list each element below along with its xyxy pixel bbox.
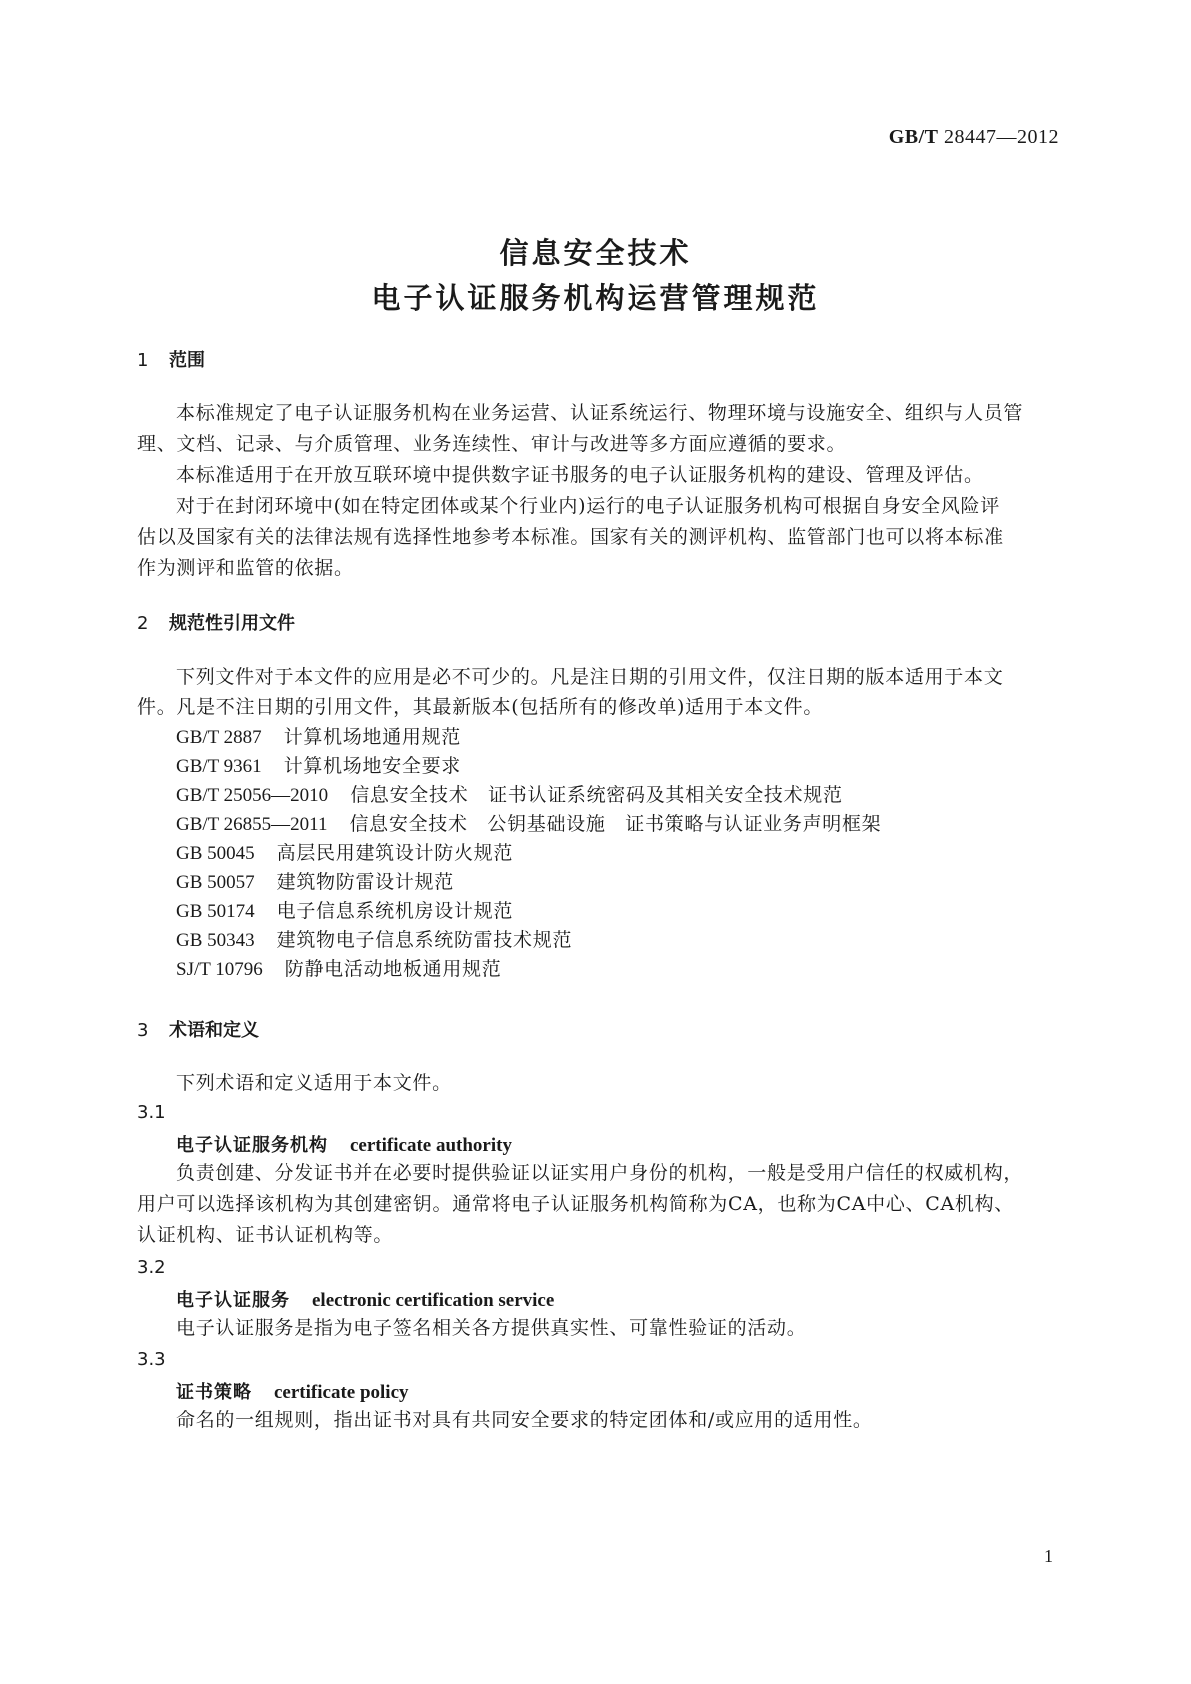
section-title: 范围: [169, 350, 205, 371]
term-title: [176, 1131, 512, 1157]
reference-item: [176, 838, 513, 869]
reference-item: [176, 751, 461, 782]
definition-line: 负责创建、分发证书并在必要时提供验证以证实用户身份的机构，一般是受用户信任的权威机构，: [176, 1162, 1024, 1184]
section-title: 规范性引用文件: [169, 613, 295, 634]
section-2-heading: [137, 609, 295, 635]
definition-line: 电子认证服务是指为电子签名相关各方提供真实性、可靠性验证的活动。: [176, 1317, 807, 1339]
standard-code: [889, 126, 1059, 149]
reference-code: GB/T 9361: [176, 756, 262, 777]
term-en: certificate authority: [350, 1135, 512, 1156]
definition-line: 命名的一组规则，指出证书对具有共同安全要求的特定团体和/或应用的适用性。: [176, 1409, 873, 1431]
section-title: 术语和定义: [169, 1020, 259, 1041]
paragraph-line: 下列文件对于本文件的应用是必不可少的。凡是注日期的引用文件，仅注日期的版本适用于本文: [176, 666, 1004, 688]
term-zh: 电子认证服务: [176, 1290, 290, 1311]
reference-code: GB 50343: [176, 930, 255, 951]
paragraph-line: 估以及国家有关的法律法规有选择性地参考本标准。国家有关的测评机构、监管部门也可以将本标准: [137, 526, 1004, 548]
term-number: 3.3: [137, 1349, 166, 1370]
paragraph-line: 作为测评和监管的依据。: [137, 557, 354, 579]
reference-name: 建筑物电子信息系统防雷技术规范: [276, 929, 573, 951]
term-number: 3.1: [137, 1102, 166, 1123]
reference-code: GB/T 26855—2011: [176, 814, 328, 835]
term-number: 3.2: [137, 1257, 166, 1278]
section-1-heading: [137, 346, 205, 372]
document-title-line1: 信息安全技术: [499, 236, 692, 270]
paragraph-line: 理、文档、记录、与介质管理、业务连续性、审计与改进等多方面应遵循的要求。: [137, 433, 847, 455]
paragraph-line: 下列术语和定义适用于本文件。: [176, 1072, 452, 1094]
term-zh: 证书策略: [176, 1382, 252, 1403]
reference-name: 计算机场地通用规范: [283, 726, 461, 748]
reference-code: GB/T 2887: [176, 727, 262, 748]
term-en: certificate policy: [274, 1382, 409, 1403]
reference-name: 信息安全技术 证书认证系统密码及其相关安全技术规范: [350, 784, 843, 806]
reference-name: 建筑物防雷设计规范: [276, 871, 454, 893]
paragraph-line: 本标准规定了电子认证服务机构在业务运营、认证系统运行、物理环境与设施安全、组织与人员管: [176, 402, 1024, 424]
reference-code: GB 50045: [176, 843, 255, 864]
section-3-heading: [137, 1016, 259, 1042]
paragraph-line: 件。凡是不注日期的引用文件，其最新版本(包括所有的修改单)适用于本文件。: [137, 696, 824, 718]
reference-item: [176, 809, 881, 840]
standard-code-number: 28447—2012: [944, 126, 1059, 148]
reference-name: 计算机场地安全要求: [283, 755, 461, 777]
reference-item: [176, 722, 461, 753]
paragraph-line: 对于在封闭环境中(如在特定团体或某个行业内)运行的电子认证服务机构可根据自身安全风险评: [176, 495, 1000, 517]
reference-item: [176, 925, 572, 956]
reference-name: 电子信息系统机房设计规范: [276, 900, 514, 922]
term-title: [176, 1378, 409, 1404]
reference-code: GB 50057: [176, 872, 255, 893]
term-title: [176, 1286, 554, 1312]
reference-name: 防静电活动地板通用规范: [284, 958, 502, 980]
reference-code: SJ/T 10796: [176, 959, 263, 980]
page-number: 1: [1044, 1546, 1053, 1566]
reference-name: 信息安全技术 公钥基础设施 证书策略与认证业务声明框架: [349, 813, 882, 835]
reference-item: [176, 780, 843, 811]
reference-code: GB 50174: [176, 901, 255, 922]
definition-line: 用户可以选择该机构为其创建密钥。通常将电子认证服务机构简称为CA，也称为CA中心、CA机构、: [137, 1193, 1014, 1215]
reference-item: [176, 867, 454, 898]
document-title-line2: 电子认证服务机构运营管理规范: [371, 281, 820, 315]
reference-name: 高层民用建筑设计防火规范: [276, 842, 514, 864]
reference-item: [176, 954, 501, 985]
section-number: 1: [137, 350, 149, 371]
paragraph-line: 本标准适用于在开放互联环境中提供数字证书服务的电子认证服务机构的建设、管理及评估。: [176, 464, 984, 486]
reference-code: GB/T 25056—2010: [176, 785, 329, 806]
section-number: 2: [137, 613, 149, 634]
section-number: 3: [137, 1020, 149, 1041]
definition-line: 认证机构、证书认证机构等。: [137, 1224, 394, 1246]
standard-code-prefix: GB/T: [888, 126, 939, 148]
term-zh: 电子认证服务机构: [176, 1135, 328, 1156]
reference-item: [176, 896, 513, 927]
term-en: electronic certification service: [312, 1290, 555, 1311]
